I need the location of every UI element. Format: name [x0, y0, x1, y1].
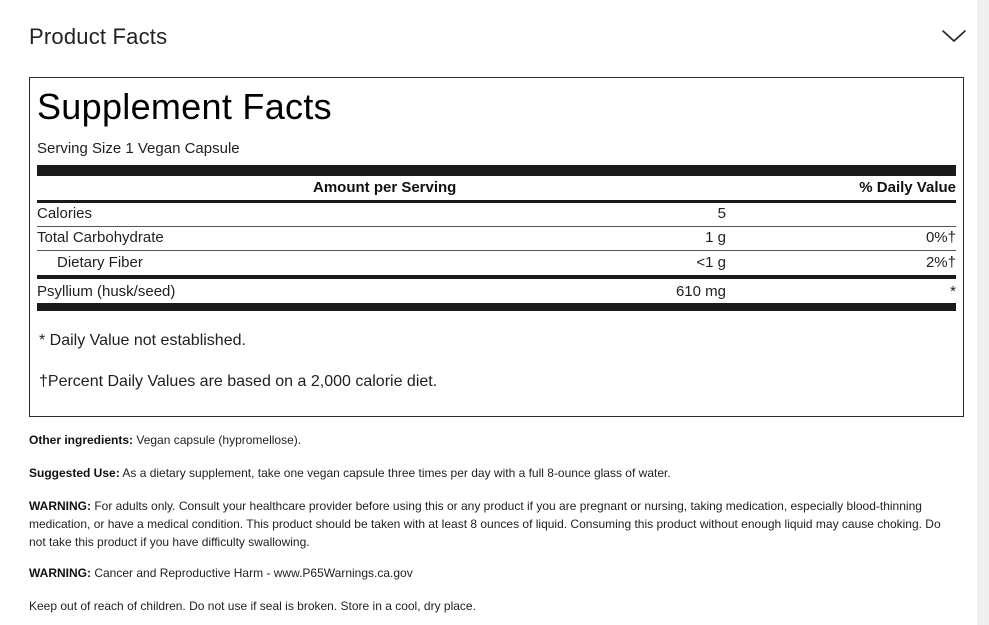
nutrient-daily-value: *: [950, 283, 956, 300]
warning-text: Cancer and Reproductive Harm - www.P65Warnings.ca.gov: [91, 566, 413, 580]
supplement-facts-title: Supplement Facts: [37, 86, 332, 127]
nutrient-daily-value: 2%†: [925, 254, 956, 271]
nutrient-amount: <1 g: [696, 254, 726, 271]
suggested-use-text: As a dietary supplement, take one vegan capsule three times per day with a full 8-ounce glass of water.: [119, 466, 671, 480]
nutrient-amount: 1 g: [705, 229, 726, 246]
other-ingredients-text: Vegan capsule (hypromellose).: [133, 433, 302, 447]
warning-label: WARNING:: [29, 499, 91, 513]
table-row: [37, 280, 956, 302]
warning-general: [29, 497, 959, 551]
other-ingredients-label: Other ingredients:: [29, 433, 134, 447]
thick-divider: [37, 165, 956, 176]
footnote-not-established: * Daily Value not established.: [39, 332, 246, 349]
table-row: [37, 251, 956, 273]
table-row: [37, 202, 956, 224]
nutrient-label: Total Carbohydrate: [37, 229, 164, 246]
daily-value-header: % Daily Value: [859, 179, 956, 196]
storage-instructions: Keep out of reach of children. Do not use if seal is broken. Store in a cool, dry place.: [29, 599, 476, 613]
nutrient-daily-value: 0%†: [925, 229, 956, 246]
nutrient-amount: 610 mg: [675, 283, 726, 300]
table-row: [37, 226, 956, 248]
suggested-use: [29, 464, 959, 482]
nutrient-amount: 5: [717, 205, 726, 222]
warning-prop65: [29, 564, 959, 582]
nutrient-label: Dietary Fiber: [57, 254, 143, 271]
nutrient-label: Calories: [37, 205, 93, 222]
warning-text: For adults only. Consult your healthcare provider before using this or any product if you are pregnant or nursing, taking medication, especially blood-thinning medication, or have a medical condition. This product should be taken with at least 8 ounces of liquid. Consuming this product without enough liquid may cause choking. Do not take this product if you have difficulty swallowing.: [29, 499, 941, 549]
supplement-facts-panel: [29, 77, 964, 417]
medium-divider: [37, 275, 956, 279]
section-title: Product Facts: [29, 24, 168, 49]
chevron-down-icon[interactable]: [941, 26, 967, 46]
thick-divider: [37, 303, 956, 311]
nutrient-label: Psyllium (husk/seed): [37, 283, 176, 300]
serving-size: Serving Size 1 Vegan Capsule: [37, 140, 240, 157]
scrollbar-track[interactable]: [977, 0, 989, 625]
product-facts-header[interactable]: [29, 18, 965, 58]
other-ingredients: [29, 431, 959, 449]
suggested-use-label: Suggested Use:: [29, 466, 120, 480]
amount-per-serving-header: Amount per Serving: [313, 179, 457, 196]
footnote-daily-values: †Percent Daily Values are based on a 2,000 calorie diet.: [39, 373, 438, 390]
warning-label: WARNING:: [29, 566, 91, 580]
